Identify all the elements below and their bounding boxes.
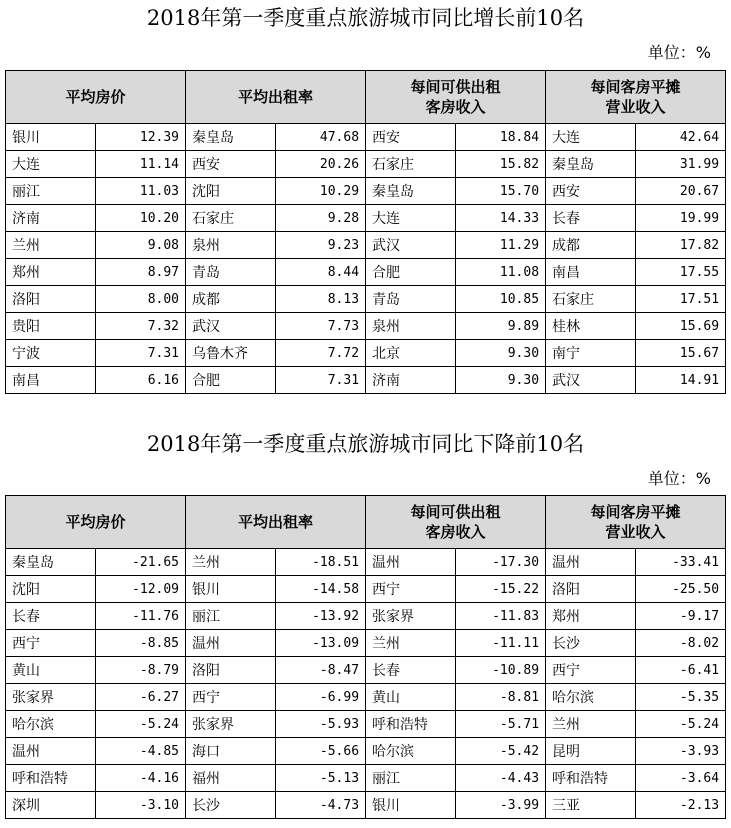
city-cell: 桂林 [546, 313, 636, 340]
column-header: 平均房价 [6, 71, 186, 124]
city-cell: 泉州 [186, 232, 276, 259]
city-cell: 张家界 [186, 711, 276, 738]
value-cell: 10.85 [456, 286, 546, 313]
city-cell: 石家庄 [546, 286, 636, 313]
value-cell: -5.24 [636, 711, 726, 738]
value-cell: 8.13 [276, 286, 366, 313]
city-cell: 西宁 [186, 684, 276, 711]
value-cell: -8.02 [636, 630, 726, 657]
value-cell: 8.00 [96, 286, 186, 313]
value-cell: 19.99 [636, 205, 726, 232]
value-cell: 9.28 [276, 205, 366, 232]
value-cell: 6.16 [96, 367, 186, 394]
value-cell: -8.81 [456, 684, 546, 711]
city-cell: 黄山 [366, 684, 456, 711]
city-cell: 秦皇岛 [6, 549, 96, 576]
table-row [6, 151, 726, 178]
city-cell: 济南 [366, 367, 456, 394]
value-cell: 8.44 [276, 259, 366, 286]
city-cell: 长沙 [186, 792, 276, 819]
value-cell: -5.35 [636, 684, 726, 711]
value-cell: -14.58 [276, 576, 366, 603]
value-cell: 15.82 [456, 151, 546, 178]
value-cell: -10.89 [456, 657, 546, 684]
city-cell: 武汉 [546, 367, 636, 394]
city-cell: 海口 [186, 738, 276, 765]
value-cell: 15.69 [636, 313, 726, 340]
bottom-ranking-table [5, 495, 726, 819]
table-row [6, 286, 726, 313]
city-cell: 银川 [186, 576, 276, 603]
value-cell: 11.14 [96, 151, 186, 178]
table-row [6, 205, 726, 232]
value-cell: -17.30 [456, 549, 546, 576]
value-cell: 17.82 [636, 232, 726, 259]
table-row [6, 630, 726, 657]
city-cell: 南宁 [546, 340, 636, 367]
city-cell: 乌鲁木齐 [186, 340, 276, 367]
value-cell: 20.67 [636, 178, 726, 205]
value-cell: 42.64 [636, 124, 726, 151]
city-cell: 西安 [546, 178, 636, 205]
value-cell: -6.99 [276, 684, 366, 711]
value-cell: 9.30 [456, 340, 546, 367]
value-cell: -6.27 [96, 684, 186, 711]
value-cell: -11.83 [456, 603, 546, 630]
city-cell: 武汉 [366, 232, 456, 259]
city-cell: 秦皇岛 [186, 124, 276, 151]
value-cell: -8.47 [276, 657, 366, 684]
value-cell: -5.42 [456, 738, 546, 765]
city-cell: 长沙 [546, 630, 636, 657]
value-cell: 9.30 [456, 367, 546, 394]
city-cell: 温州 [6, 738, 96, 765]
city-cell: 泉州 [366, 313, 456, 340]
city-cell: 哈尔滨 [6, 711, 96, 738]
value-cell: -3.99 [456, 792, 546, 819]
value-cell: 15.67 [636, 340, 726, 367]
value-cell: -11.76 [96, 603, 186, 630]
column-header: 平均房价 [6, 496, 186, 549]
value-cell: -6.41 [636, 657, 726, 684]
value-cell: 10.29 [276, 178, 366, 205]
column-header: 平均出租率 [186, 496, 366, 549]
table-row [6, 738, 726, 765]
value-cell: -4.43 [456, 765, 546, 792]
city-cell: 长春 [546, 205, 636, 232]
value-cell: 9.23 [276, 232, 366, 259]
table-row [6, 313, 726, 340]
top-unit-label: 单位：% [647, 43, 711, 62]
column-header: 每间客房平摊 营业收入 [546, 71, 726, 124]
value-cell: -4.73 [276, 792, 366, 819]
city-cell: 三亚 [546, 792, 636, 819]
city-cell: 温州 [546, 549, 636, 576]
value-cell: 9.08 [96, 232, 186, 259]
city-cell: 贵阳 [6, 313, 96, 340]
city-cell: 洛阳 [6, 286, 96, 313]
city-cell: 西安 [366, 124, 456, 151]
city-cell: 兰州 [546, 711, 636, 738]
table-row [6, 549, 726, 576]
value-cell: -5.93 [276, 711, 366, 738]
value-cell: -33.41 [636, 549, 726, 576]
city-cell: 长春 [366, 657, 456, 684]
table-row [6, 367, 726, 394]
value-cell: -18.51 [276, 549, 366, 576]
city-cell: 武汉 [186, 313, 276, 340]
column-header: 平均出租率 [186, 71, 366, 124]
value-cell: 31.99 [636, 151, 726, 178]
top-table-title: 2018年第一季度重点旅游城市同比增长前10名 [146, 6, 585, 30]
value-cell: 7.32 [96, 313, 186, 340]
city-cell: 哈尔滨 [546, 684, 636, 711]
city-cell: 呼和浩特 [546, 765, 636, 792]
value-cell: 10.20 [96, 205, 186, 232]
value-cell: 11.29 [456, 232, 546, 259]
city-cell: 张家界 [366, 603, 456, 630]
city-cell: 呼和浩特 [366, 711, 456, 738]
value-cell: -5.13 [276, 765, 366, 792]
city-cell: 银川 [6, 124, 96, 151]
city-cell: 福州 [186, 765, 276, 792]
bottom-unit-label: 单位：% [647, 469, 711, 488]
value-cell: -5.24 [96, 711, 186, 738]
value-cell: -4.85 [96, 738, 186, 765]
table-row [6, 576, 726, 603]
city-cell: 郑州 [6, 259, 96, 286]
column-header: 每间可供出租 客房收入 [366, 496, 546, 549]
city-cell: 兰州 [186, 549, 276, 576]
table-row [6, 684, 726, 711]
city-cell: 丽江 [186, 603, 276, 630]
city-cell: 丽江 [6, 178, 96, 205]
city-cell: 合肥 [186, 367, 276, 394]
city-cell: 沈阳 [6, 576, 96, 603]
value-cell: 12.39 [96, 124, 186, 151]
value-cell: 9.89 [456, 313, 546, 340]
value-cell: 11.08 [456, 259, 546, 286]
value-cell: -5.71 [456, 711, 546, 738]
city-cell: 昆明 [546, 738, 636, 765]
table-row [6, 259, 726, 286]
value-cell: 7.31 [276, 367, 366, 394]
value-cell: 11.03 [96, 178, 186, 205]
table-row [6, 603, 726, 630]
city-cell: 大连 [6, 151, 96, 178]
value-cell: 8.97 [96, 259, 186, 286]
value-cell: 7.72 [276, 340, 366, 367]
city-cell: 合肥 [366, 259, 456, 286]
header-row [6, 496, 726, 549]
value-cell: -13.92 [276, 603, 366, 630]
city-cell: 张家界 [6, 684, 96, 711]
city-cell: 温州 [186, 630, 276, 657]
city-cell: 兰州 [366, 630, 456, 657]
city-cell: 长春 [6, 603, 96, 630]
city-cell: 黄山 [6, 657, 96, 684]
value-cell: -21.65 [96, 549, 186, 576]
city-cell: 南昌 [546, 259, 636, 286]
city-cell: 呼和浩特 [6, 765, 96, 792]
value-cell: 20.26 [276, 151, 366, 178]
city-cell: 北京 [366, 340, 456, 367]
value-cell: 7.31 [96, 340, 186, 367]
column-header: 每间客房平摊 营业收入 [546, 496, 726, 549]
value-cell: -3.93 [636, 738, 726, 765]
value-cell: 47.68 [276, 124, 366, 151]
value-cell: -13.09 [276, 630, 366, 657]
city-cell: 石家庄 [366, 151, 456, 178]
table-row [6, 765, 726, 792]
city-cell: 西宁 [366, 576, 456, 603]
value-cell: 14.33 [456, 205, 546, 232]
table-row [6, 792, 726, 819]
city-cell: 青岛 [366, 286, 456, 313]
city-cell: 西宁 [6, 630, 96, 657]
table-row [6, 232, 726, 259]
table-row [6, 178, 726, 205]
value-cell: -15.22 [456, 576, 546, 603]
city-cell: 沈阳 [186, 178, 276, 205]
city-cell: 郑州 [546, 603, 636, 630]
city-cell: 丽江 [366, 765, 456, 792]
value-cell: -12.09 [96, 576, 186, 603]
value-cell: -8.85 [96, 630, 186, 657]
value-cell: 17.55 [636, 259, 726, 286]
value-cell: -5.66 [276, 738, 366, 765]
city-cell: 西宁 [546, 657, 636, 684]
city-cell: 深圳 [6, 792, 96, 819]
value-cell: -11.11 [456, 630, 546, 657]
value-cell: -2.13 [636, 792, 726, 819]
top-ranking-table [5, 70, 726, 394]
value-cell: -4.16 [96, 765, 186, 792]
city-cell: 大连 [366, 205, 456, 232]
city-cell: 温州 [366, 549, 456, 576]
city-cell: 哈尔滨 [366, 738, 456, 765]
city-cell: 秦皇岛 [546, 151, 636, 178]
city-cell: 西安 [186, 151, 276, 178]
city-cell: 洛阳 [546, 576, 636, 603]
city-cell: 石家庄 [186, 205, 276, 232]
value-cell: 17.51 [636, 286, 726, 313]
table-row [6, 711, 726, 738]
value-cell: -3.64 [636, 765, 726, 792]
city-cell: 秦皇岛 [366, 178, 456, 205]
table-row [6, 657, 726, 684]
city-cell: 银川 [366, 792, 456, 819]
city-cell: 成都 [546, 232, 636, 259]
city-cell: 济南 [6, 205, 96, 232]
city-cell: 成都 [186, 286, 276, 313]
value-cell: 7.73 [276, 313, 366, 340]
value-cell: -8.79 [96, 657, 186, 684]
value-cell: 18.84 [456, 124, 546, 151]
column-header: 每间可供出租 客房收入 [366, 71, 546, 124]
city-cell: 青岛 [186, 259, 276, 286]
table-row [6, 340, 726, 367]
value-cell: 15.70 [456, 178, 546, 205]
value-cell: -25.50 [636, 576, 726, 603]
city-cell: 南昌 [6, 367, 96, 394]
city-cell: 宁波 [6, 340, 96, 367]
table-row [6, 124, 726, 151]
city-cell: 大连 [546, 124, 636, 151]
city-cell: 洛阳 [186, 657, 276, 684]
value-cell: -3.10 [96, 792, 186, 819]
value-cell: -9.17 [636, 603, 726, 630]
value-cell: 14.91 [636, 367, 726, 394]
city-cell: 兰州 [6, 232, 96, 259]
bottom-table-title: 2018年第一季度重点旅游城市同比下降前10名 [146, 432, 585, 456]
header-row [6, 71, 726, 124]
